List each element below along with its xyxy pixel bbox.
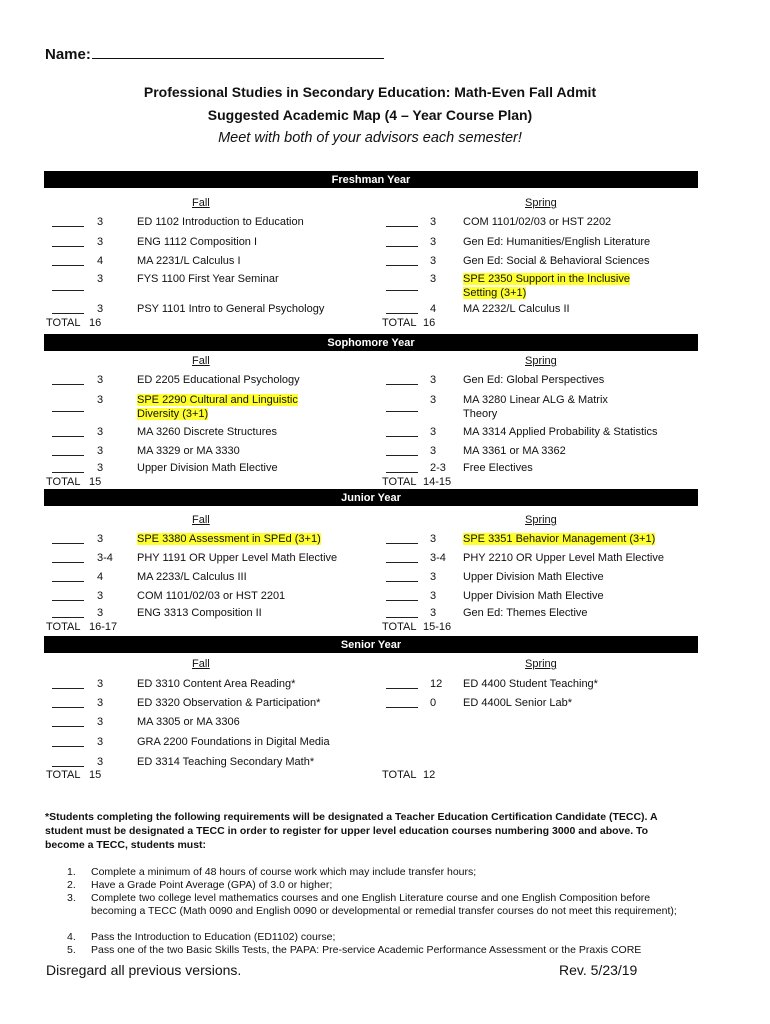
course-text: ED 1102 Introduction to Education: [137, 216, 304, 228]
course-name: [137, 736, 330, 748]
total-label: TOTAL: [46, 621, 81, 633]
course-text: Upper Division Math Elective: [463, 571, 604, 583]
course-text: Upper Division Math Elective: [137, 462, 278, 474]
total-label: TOTAL: [46, 317, 81, 329]
credit-hours: 3: [430, 426, 437, 438]
credit-hours: 3: [430, 216, 437, 228]
checkoff-blank[interactable]: [52, 313, 84, 314]
course-name: [137, 236, 257, 248]
course-text: MA 2233/L Calculus III: [137, 571, 247, 583]
checkoff-blank[interactable]: [52, 766, 84, 767]
course-text: Gen Ed: Humanities/English Literature: [463, 236, 651, 248]
course-name: [463, 236, 650, 248]
course-text: ED 3320 Observation & Participation*: [137, 697, 321, 709]
total-credits: 15-16: [423, 621, 452, 633]
credit-hours: 3: [430, 590, 437, 602]
course-text: MA 3314 Applied Probability & Statistics: [463, 426, 658, 438]
total-credits: 15: [89, 769, 102, 781]
course-name: [137, 678, 295, 690]
course-name: [137, 303, 324, 315]
course-name: [137, 533, 321, 545]
checkoff-blank[interactable]: [386, 707, 418, 708]
checkoff-blank[interactable]: [52, 562, 84, 563]
advisor-reminder: Meet with both of your advisors each semester!: [218, 130, 522, 146]
checkoff-blank[interactable]: [52, 746, 84, 747]
course-text: Gen Ed: Global Perspectives: [463, 374, 605, 386]
requirement-number: 3.: [67, 892, 76, 904]
course-name: [463, 590, 604, 602]
course-text: MA 3361 or MA 3362: [463, 445, 566, 457]
credit-hours: 3: [97, 273, 104, 285]
highlighted-course: SPE 3380 Assessment in SPEd (3+1): [137, 533, 321, 545]
checkoff-blank[interactable]: [386, 562, 418, 563]
credit-hours: 3: [430, 394, 437, 406]
checkoff-blank[interactable]: [386, 384, 418, 385]
spring-label: Spring: [525, 197, 557, 209]
credit-hours: 3: [97, 736, 104, 748]
footer-revision: Rev. 5/23/19: [559, 962, 638, 978]
course-name: [463, 678, 598, 690]
course-text: ED 3310 Content Area Reading*: [137, 678, 296, 690]
fall-label: Fall: [192, 355, 210, 367]
course-name: [137, 272, 317, 286]
course-text: ED 4400 Student Teaching*: [463, 678, 598, 690]
course-text: Gen Ed: Themes Elective: [463, 607, 588, 619]
course-name: [463, 303, 570, 315]
checkoff-blank[interactable]: [386, 581, 418, 582]
total-credits: 16: [423, 317, 436, 329]
course-name: [137, 426, 277, 438]
course-text: FYS 1100 First Year Seminar: [137, 273, 279, 285]
credit-hours: 3: [430, 533, 437, 545]
requirement-text: Complete two college level mathematics courses and one English Literature course and one English Composition before becoming a TECC (Math 0090 and English 0090 or developmental or remedial transfer courses do not meet this requirement);: [91, 892, 677, 917]
document-title: Professional Studies in Secondary Education: Math-Even Fall Admit: [143, 84, 597, 100]
course-name: [137, 571, 247, 583]
credit-hours: 3: [97, 394, 104, 406]
course-text: ED 4400L Senior Lab*: [463, 697, 573, 709]
course-name: [463, 374, 604, 386]
checkoff-blank[interactable]: [386, 472, 418, 473]
fall-label: Fall: [192, 197, 210, 209]
credit-hours: 3: [97, 374, 104, 386]
credit-hours: 0: [430, 697, 437, 709]
checkoff-blank[interactable]: [52, 246, 84, 247]
course-text: PHY 2210 OR Upper Level Math Elective: [463, 552, 664, 564]
total-credits: 15: [89, 476, 102, 488]
course-text: MA 3280 Linear ALG & Matrix Theory: [463, 394, 608, 420]
course-text: PHY 1191 OR Upper Level Math Elective: [137, 552, 338, 564]
year-header-bar: Freshman Year: [44, 171, 698, 188]
checkoff-blank[interactable]: [386, 411, 418, 412]
checkoff-blank[interactable]: [386, 290, 418, 291]
total-label: TOTAL: [382, 476, 417, 488]
highlighted-course: SPE 3351 Behavior Management (3+1): [463, 533, 656, 545]
course-text: Free Electives: [463, 462, 533, 474]
name-label: Name:: [45, 46, 91, 63]
credit-hours: 3: [430, 255, 437, 267]
requirement-text: Have a Grade Point Average (GPA) of 3.0 or higher;: [91, 879, 333, 891]
year-header-bar: Junior Year: [44, 489, 698, 506]
credit-hours: 3: [97, 697, 104, 709]
checkoff-blank[interactable]: [386, 543, 418, 544]
course-name: [137, 374, 300, 386]
credit-hours: 3: [97, 445, 104, 457]
checkoff-blank[interactable]: [386, 688, 418, 689]
total-label: TOTAL: [382, 769, 417, 781]
course-name: [137, 716, 240, 728]
course-name: [463, 426, 657, 438]
course-text: MA 3329 or MA 3330: [137, 445, 240, 457]
checkoff-blank[interactable]: [52, 290, 84, 291]
checkoff-blank[interactable]: [386, 436, 418, 437]
name-blank: [92, 44, 384, 59]
checkoff-blank[interactable]: [52, 581, 84, 582]
checkoff-blank[interactable]: [52, 384, 84, 385]
credit-hours: 4: [430, 303, 437, 315]
course-name: [463, 571, 604, 583]
total-credits: 12: [423, 769, 436, 781]
course-text: Upper Division Math Elective: [463, 590, 604, 602]
credit-hours: 3: [97, 462, 104, 474]
credit-hours: 2-3: [430, 462, 446, 474]
course-name: [137, 255, 241, 267]
footer-disclaimer: Disregard all previous versions.: [46, 962, 242, 978]
checkoff-blank[interactable]: [52, 265, 84, 266]
total-label: TOTAL: [382, 317, 417, 329]
total-label: TOTAL: [46, 769, 81, 781]
credit-hours: 3: [430, 607, 437, 619]
course-name: [463, 697, 572, 709]
spring-label: Spring: [525, 514, 557, 526]
credit-hours: 4: [97, 255, 104, 267]
requirement-number: 4.: [67, 931, 76, 943]
tecc-note: *Students completing the following requirements will be designated a Teacher Education Certification Candidate (TECC). A student must be designated a TECC in order to register for upper level education courses numbering 3000 and above. To become a TECC, students must:: [45, 811, 658, 851]
checkoff-blank[interactable]: [52, 543, 84, 544]
course-text: MA 2231/L Calculus I: [137, 255, 241, 267]
credit-hours: 3-4: [97, 552, 113, 564]
checkoff-blank[interactable]: [52, 688, 84, 689]
course-name: [137, 552, 337, 564]
checkoff-blank[interactable]: [386, 246, 418, 247]
course-name: [463, 255, 650, 267]
checkoff-blank[interactable]: [52, 707, 84, 708]
fall-label: Fall: [192, 658, 210, 670]
course-name: [463, 462, 533, 474]
credit-hours: 3: [97, 756, 104, 768]
spring-label: Spring: [525, 658, 557, 670]
requirement-number: 5.: [67, 944, 76, 956]
course-text: MA 3305 or MA 3306: [137, 716, 240, 728]
total-credits: 16: [89, 317, 102, 329]
checkoff-blank[interactable]: [52, 600, 84, 601]
highlighted-course: SPE 2350 Support in the Inclusive Setting (3+1): [463, 273, 630, 299]
course-name: [463, 216, 611, 228]
credit-hours: 3: [430, 374, 437, 386]
name-field[interactable]: [45, 44, 384, 63]
credit-hours: 3: [97, 716, 104, 728]
credit-hours: 3: [97, 303, 104, 315]
credit-hours: 3: [97, 678, 104, 690]
course-name: [137, 607, 262, 619]
checkoff-blank[interactable]: [52, 455, 84, 456]
course-name: [137, 756, 314, 768]
credit-hours: 4: [97, 571, 104, 583]
course-text: GRA 2200 Foundations in Digital Media: [137, 736, 330, 748]
checkoff-blank[interactable]: [386, 600, 418, 601]
checkoff-blank[interactable]: [52, 726, 84, 727]
credit-hours: 3: [97, 236, 104, 248]
requirement-text: Pass one of the two Basic Skills Tests, the PAPA: Pre-service Academic Performance Assessment or the Praxis CORE: [91, 944, 642, 956]
credit-hours: 3: [430, 445, 437, 457]
checkoff-blank[interactable]: [52, 411, 84, 412]
course-text: ED 3314 Teaching Secondary Math*: [137, 756, 315, 768]
credit-hours: 12: [430, 678, 443, 690]
checkoff-blank[interactable]: [52, 436, 84, 437]
course-text: Gen Ed: Social & Behavioral Sciences: [463, 255, 650, 267]
checkoff-blank[interactable]: [386, 455, 418, 456]
tecc-requirements: [45, 866, 695, 966]
course-name: [463, 393, 643, 421]
document-subtitle: Suggested Academic Map (4 – Year Course Plan): [207, 107, 533, 123]
credit-hours: 3: [430, 571, 437, 583]
course-name: [137, 590, 285, 602]
course-text: MA 2232/L Calculus II: [463, 303, 570, 315]
course-text: ENG 1112 Composition I: [137, 236, 258, 248]
total-label: TOTAL: [382, 621, 417, 633]
spring-label: Spring: [525, 355, 557, 367]
course-name: [137, 697, 320, 709]
checkoff-blank[interactable]: [386, 313, 418, 314]
year-header-bar: Sophomore Year: [44, 334, 698, 351]
fall-label: Fall: [192, 514, 210, 526]
course-name: [463, 272, 643, 300]
checkoff-blank[interactable]: [386, 265, 418, 266]
course-name: [463, 607, 588, 619]
course-name: [463, 445, 566, 457]
course-name: [137, 462, 278, 474]
credit-hours: 3: [97, 607, 104, 619]
course-text: PSY 1101 Intro to General Psychology: [137, 303, 325, 315]
course-text: COM 1101/02/03 or HST 2202: [463, 216, 612, 228]
credit-hours: 3-4: [430, 552, 446, 564]
checkoff-blank[interactable]: [52, 226, 84, 227]
credit-hours: 3: [97, 216, 104, 228]
course-text: COM 1101/02/03 or HST 2201: [137, 590, 286, 602]
checkoff-blank[interactable]: [386, 226, 418, 227]
course-text: ENG 3313 Composition II: [137, 607, 262, 619]
credit-hours: 3: [430, 236, 437, 248]
checkoff-blank[interactable]: [52, 472, 84, 473]
course-name: [463, 533, 655, 545]
total-credits: 16-17: [89, 621, 118, 633]
course-name: [137, 216, 304, 228]
highlighted-course: SPE 2290 Cultural and Linguistic Diversity (3+1): [137, 394, 298, 420]
credit-hours: 3: [430, 273, 437, 285]
course-name: [137, 393, 317, 421]
requirement-text: Complete a minimum of 48 hours of course work which may include transfer hours;: [91, 866, 477, 878]
checkoff-blank[interactable]: [52, 617, 84, 618]
course-name: [137, 445, 240, 457]
course-text: MA 3260 Discrete Structures: [137, 426, 278, 438]
checkoff-blank[interactable]: [386, 617, 418, 618]
year-header-bar: Senior Year: [44, 636, 698, 653]
total-credits: 14-15: [423, 476, 452, 488]
requirement-number: 1.: [67, 866, 76, 878]
course-name: [463, 552, 664, 564]
credit-hours: 3: [97, 426, 104, 438]
requirement-text: Pass the Introduction to Education (ED1102) course;: [91, 931, 336, 943]
credit-hours: 3: [97, 533, 104, 545]
total-label: TOTAL: [46, 476, 81, 488]
credit-hours: 3: [97, 590, 104, 602]
course-text: ED 2205 Educational Psychology: [137, 374, 300, 386]
requirement-number: 2.: [67, 879, 76, 891]
